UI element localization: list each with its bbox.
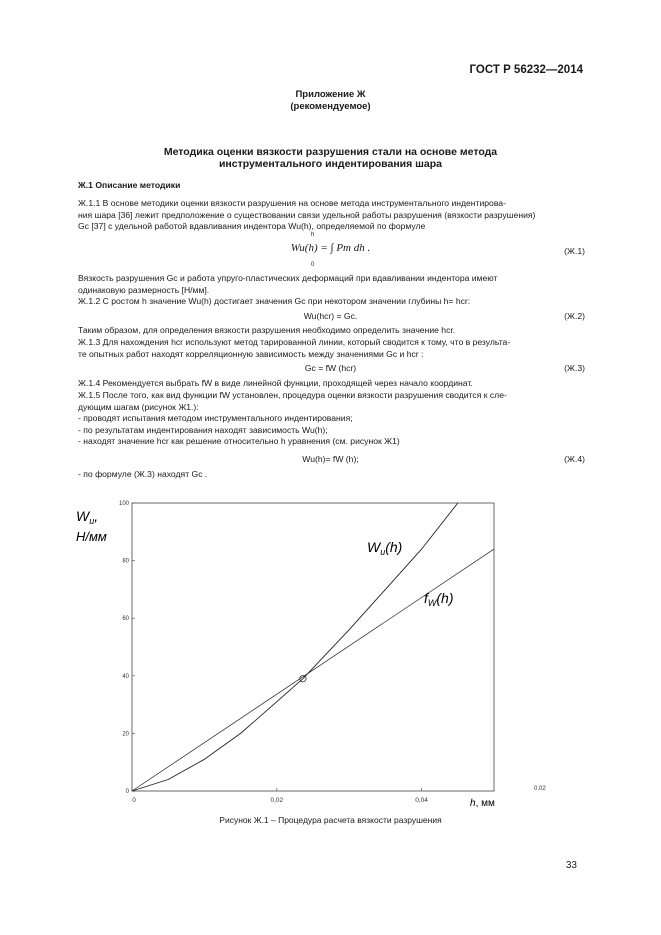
- equation-3-number: (Ж.3): [564, 363, 585, 373]
- y-axis-label-line1: $W_u$,: [76, 508, 99, 526]
- x-tick-label: 0,02: [270, 797, 284, 804]
- plot-frame: [132, 503, 494, 791]
- equation-3: Gc = fW (hcr): [304, 363, 357, 373]
- x-axis-label: h, мм: [470, 798, 495, 809]
- y-tick-label: 100: [118, 501, 129, 507]
- figure-caption: Рисунок Ж.1 – Процедура расчета вязкости разрушения: [219, 815, 442, 825]
- appendix-title: Приложение Ж: [295, 89, 366, 100]
- y-tick-label: 60: [122, 616, 129, 623]
- p1-line-2: ния шара [36] лежит предположение о существовании связи удельной работы разрушения (вязкости разрушения): [78, 209, 536, 220]
- section-heading: Ж.1 Описание методики: [78, 180, 181, 190]
- standard-number: ГОСТ Р 56232—2014: [469, 64, 583, 76]
- y-tick-label: 0: [125, 789, 129, 795]
- series-label-wu: $W_u(h)$: [367, 539, 403, 557]
- p2-line-1: Вязкость разрушения Gc и работа упруго-пластических деформаций при вдавливании индентора имеют: [78, 273, 498, 283]
- equation-2: Wu(hcr) = Gc.: [303, 311, 358, 321]
- y-axis-label-line2: Н/мм: [76, 529, 107, 544]
- p7-line-1: Ж.1.5 После того, как вид функции fW установлен, процедура оценки вязкости разрушения сводится к сле-: [78, 390, 507, 400]
- page-number: 33: [565, 860, 577, 871]
- bullet-2: - по результатам индентирования находят зависимость Wu(h);: [78, 424, 328, 435]
- x-tick-label: 0: [132, 797, 136, 804]
- bullet-4: - по формуле (Ж.3) находят Gc .: [78, 469, 208, 479]
- series-lines: [132, 503, 494, 791]
- y-tick-label: 80: [122, 558, 129, 565]
- paragraph-4: Таким образом, для определения вязкости разрушения необходимо определить значение hcr.: [78, 325, 456, 335]
- y-tick-label: 40: [122, 673, 129, 680]
- equation-4-number: (Ж.4): [564, 454, 585, 464]
- equation-2-number: (Ж.2): [564, 311, 585, 321]
- bullet-3: - находят значение hcr как решение относительно h уравнения (см. рисунок Ж1): [78, 436, 400, 446]
- series-label-fw: $f_W(h)$: [424, 590, 454, 608]
- bullet-1: - проводят испытания методом инструментального индентирования;: [78, 413, 353, 423]
- title-line-2: инструментального индентирования шара: [218, 158, 443, 170]
- p7-line-2: дующим шагам (рисунок Ж1.):: [78, 401, 199, 412]
- series-line-fw: [132, 549, 494, 791]
- paragraph-3: Ж.1.2 С ростом h значение Wu(h) достигает значения Gc при некотором значении глубины h= hcr:: [78, 296, 471, 306]
- paragraph-6: Ж.1.4 Рекомендуется выбрать fW в виде линейной функции, проходящей через начало координат.: [78, 378, 473, 388]
- title-line-1: Методика оценки вязкости разрушения стали на основе метода: [163, 146, 498, 158]
- equation-1-text: Wu(h) = ∫ Pm dh .: [290, 242, 371, 254]
- equation-1-number: (Ж.1): [564, 246, 585, 256]
- series-line-wu: [132, 503, 458, 791]
- p2-line-2: одинаковую размерность [Н/мм].: [78, 284, 210, 295]
- x-extra-tick-label: 0.02: [534, 786, 546, 792]
- appendix-subtitle: (рекомендуемое): [290, 101, 371, 112]
- integral-lower-limit: 0: [311, 262, 315, 268]
- p5-line-2: те опытных работ находят корреляционную зависимость между значениями Gc и hcr :: [78, 348, 424, 359]
- p1-line-3: Gc [37] с удельной работой вдавливания индентора Wu(h), определяемой по формуле: [78, 221, 426, 231]
- equation-4: Wu(h)= fW (h);: [302, 454, 359, 464]
- p5-line-1: Ж.1.3 Для нахождения hcr используют метод тарированной линии, который сводится к тому, что в результа-: [78, 337, 511, 347]
- y-tick-label: 20: [122, 731, 129, 738]
- p1-line-1: Ж.1.1 В основе методики оценки вязкости разрушения на основе метода инструментального индентирова-: [78, 198, 506, 208]
- integral-upper-limit: h: [311, 232, 315, 238]
- x-tick-label: 0,04: [415, 797, 428, 804]
